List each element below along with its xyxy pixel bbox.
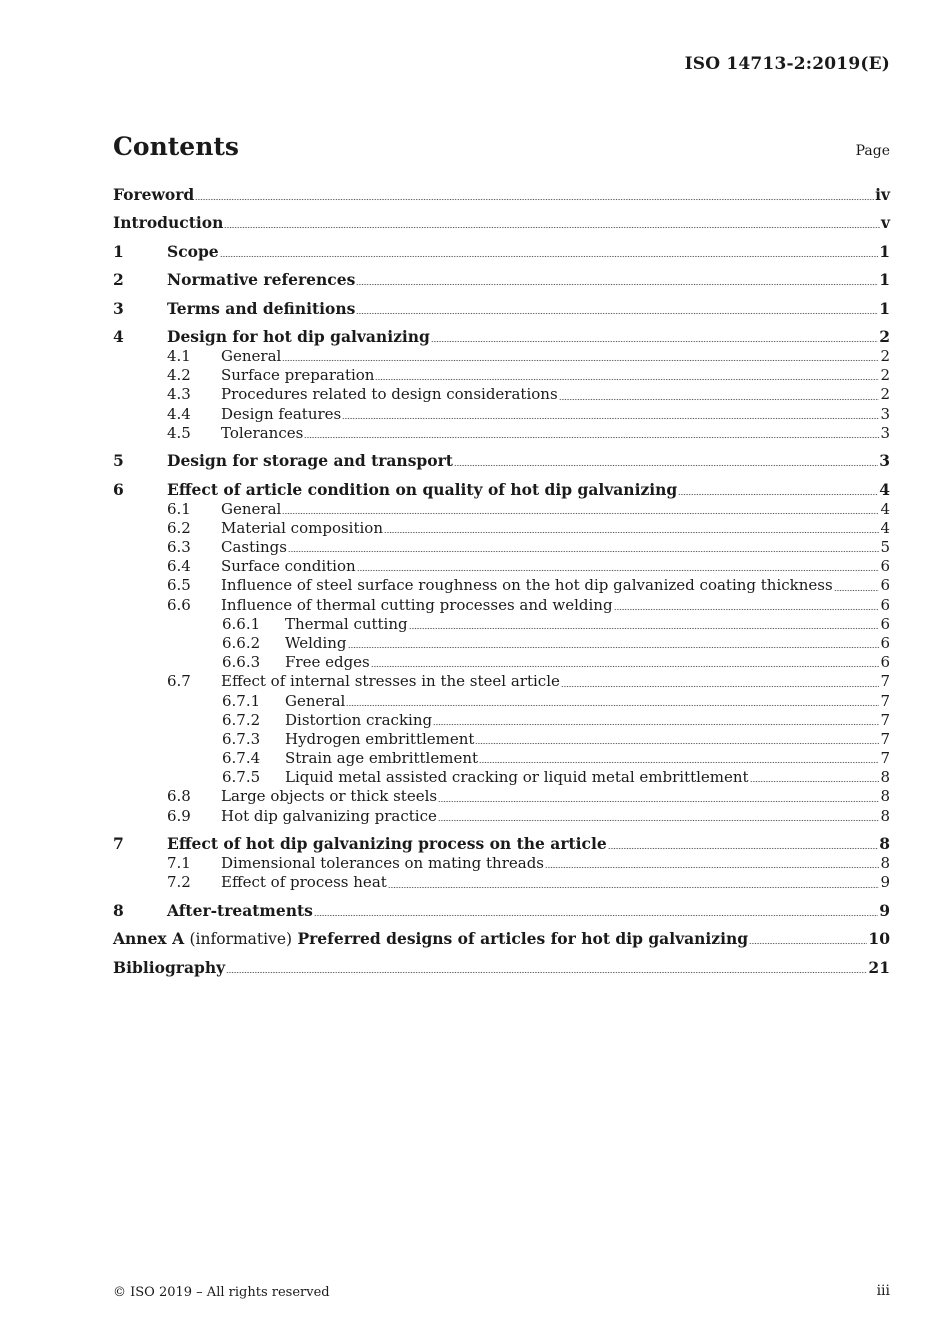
toc-dot-leader	[559, 385, 880, 404]
toc-entry-title	[221, 424, 303, 443]
toc-entry-title	[167, 450, 453, 471]
toc-entry-title-text: Annex A	[113, 929, 185, 949]
toc-dot-leader	[220, 241, 879, 262]
toc-entry[interactable]	[113, 928, 890, 949]
toc-entry-page: 9	[880, 873, 890, 892]
toc-entry-number: 3	[113, 298, 124, 318]
toc-entry-title-text: Effect of hot dip galvanizing process on the article	[167, 834, 607, 854]
toc-entry-title-text: Hot dip galvanizing practice	[221, 806, 437, 825]
toc-entry-title-text: Large objects or thick steels	[221, 787, 438, 806]
toc-entry-title-text: Strain age embrittlement	[285, 749, 479, 768]
toc-entry-title-text: Surface condition	[221, 557, 356, 576]
toc-entry-title-text: Castings	[221, 538, 287, 557]
toc-entry-number: 6.5	[167, 576, 191, 595]
toc-entry[interactable]	[113, 479, 890, 500]
toc-entry-page: 6	[880, 557, 890, 576]
toc-entry[interactable]	[113, 424, 890, 443]
toc-entry-number: 4.1	[167, 346, 191, 365]
toc-entry-title	[221, 787, 437, 806]
toc-entry-title	[221, 385, 558, 404]
toc-entry[interactable]	[113, 807, 890, 826]
toc-entry-title	[221, 366, 374, 385]
toc-entry-annex-note: (informative)	[189, 930, 293, 949]
toc-dot-leader	[545, 854, 879, 873]
toc-entry-number: 6.2	[167, 518, 191, 537]
toc-entry-title-text: Design for storage and transport	[167, 451, 453, 471]
toc-entry-title-text: General	[285, 691, 346, 710]
toc-entry[interactable]	[113, 873, 890, 892]
toc-entry-number: 6.7	[167, 672, 191, 691]
toc-dot-leader	[749, 928, 867, 949]
toc-entry[interactable]	[113, 538, 890, 557]
page-column-label: Page	[855, 143, 890, 159]
toc-entry-number: 6.3	[167, 538, 191, 557]
toc-entry-page: 3	[880, 423, 890, 442]
toc-entry-title-text: Liquid metal assisted cracking or liquid metal embrittlement	[285, 768, 749, 787]
toc-dot-leader	[357, 557, 880, 576]
toc-entry-page: iv	[875, 185, 890, 204]
toc-entry-number: 6.9	[167, 806, 191, 825]
toc-entry-title	[285, 692, 345, 711]
toc-entry-title	[221, 854, 544, 873]
toc-entry[interactable]	[113, 596, 890, 615]
toc-entry-page: 6	[880, 576, 890, 595]
toc-entry-number: 6.7.4	[222, 749, 261, 768]
toc-entry-annex-title: Preferred designs of articles for hot dip galvanizing	[297, 929, 749, 949]
toc-entry-number: 6.8	[167, 787, 191, 806]
toc-entry-number: 6.6.3	[222, 653, 261, 672]
toc-entry-title	[285, 749, 478, 768]
toc-entry[interactable]	[113, 500, 890, 519]
toc-dot-leader	[433, 711, 879, 730]
toc-dot-leader	[314, 900, 878, 921]
toc-entry-page: 8	[879, 834, 890, 854]
toc-entry-number: 6	[113, 479, 124, 499]
toc-entry[interactable]	[113, 900, 890, 921]
toc-entry-title	[285, 730, 474, 749]
toc-entry[interactable]	[113, 450, 890, 471]
toc-dot-leader	[356, 298, 878, 319]
toc-dot-leader	[342, 405, 879, 424]
toc-entry-number: 6.7.5	[222, 768, 261, 787]
toc-entry-page: 2	[880, 366, 890, 385]
toc-entry-page: 5	[880, 538, 890, 557]
toc-entry-number: 4.3	[167, 385, 191, 404]
toc-entry-number: 4.4	[167, 404, 191, 423]
toc-entry[interactable]	[113, 557, 890, 576]
toc-entry[interactable]	[113, 366, 890, 385]
toc-dot-leader	[608, 833, 878, 854]
toc-entry-title-text: Effect of process heat	[221, 873, 387, 892]
toc-dot-leader	[475, 730, 879, 749]
toc-entry-page: 10	[868, 929, 890, 949]
toc-entry[interactable]	[113, 298, 890, 319]
toc-entry-page: 7	[880, 729, 890, 748]
page-title: Contents	[113, 132, 240, 161]
toc-entry-title	[113, 928, 748, 950]
toc-entry-title-text: Introduction	[113, 213, 224, 233]
toc-dot-leader	[678, 479, 878, 500]
toc-entry-number: 6.7.3	[222, 729, 261, 748]
toc-entry[interactable]	[113, 212, 890, 233]
toc-entry[interactable]	[113, 405, 890, 424]
toc-entry[interactable]	[113, 634, 890, 653]
toc-entry[interactable]	[113, 787, 890, 806]
toc-entry-page: 6	[880, 653, 890, 672]
toc-dot-leader	[750, 768, 880, 787]
toc-entry-title	[285, 634, 347, 653]
toc-entry-page: 7	[880, 672, 890, 691]
toc-entry-title	[167, 900, 313, 921]
toc-entry-number: 4.5	[167, 423, 191, 442]
toc-entry[interactable]	[113, 730, 890, 749]
toc-entry[interactable]	[113, 347, 890, 366]
toc-entry-title	[221, 807, 437, 826]
toc-entry-title	[285, 653, 370, 672]
toc-entry-title	[285, 615, 408, 634]
toc-entry-number: 6.6.1	[222, 614, 261, 633]
toc-entry[interactable]	[113, 768, 890, 787]
toc-entry-title	[113, 957, 225, 978]
toc-entry-page: v	[880, 213, 890, 233]
toc-dot-leader	[614, 596, 880, 615]
toc-entry-page: 2	[880, 385, 890, 404]
toc-entry-title	[221, 500, 281, 519]
toc-entry[interactable]	[113, 241, 890, 262]
toc-entry-title	[113, 184, 194, 205]
toc-dot-leader	[454, 450, 878, 471]
toc-entry-title-text: Effect of internal stresses in the steel article	[221, 672, 560, 691]
toc-entry-page: 6	[880, 595, 890, 614]
toc-entry-title	[221, 873, 387, 892]
toc-entry[interactable]	[113, 385, 890, 404]
toc-entry-number: 7.2	[167, 873, 191, 892]
toc-dot-leader	[288, 538, 880, 557]
toc-entry-title-text: Design features	[221, 404, 342, 423]
toc-entry[interactable]	[113, 692, 890, 711]
toc-entry-title	[113, 212, 223, 233]
toc-entry-number: 6.7.2	[222, 710, 261, 729]
toc-dot-leader	[388, 873, 880, 892]
toc-entry-title	[221, 347, 281, 366]
toc-entry-title-text: Welding	[285, 633, 347, 652]
toc-entry-page: 7	[880, 710, 890, 729]
toc-entry-title	[167, 326, 430, 347]
toc-entry[interactable]	[113, 269, 890, 290]
toc-entry-title-text: After-treatments	[167, 901, 313, 921]
toc-entry-page: 4	[880, 518, 890, 537]
toc-entry-title	[221, 576, 833, 595]
toc-entry[interactable]	[113, 326, 890, 347]
toc-dot-leader	[226, 957, 867, 978]
toc-entry-number: 5	[113, 451, 124, 471]
toc-dot-leader	[438, 787, 879, 806]
toc-entry-number: 4.2	[167, 366, 191, 385]
toc-dot-leader	[195, 184, 874, 205]
toc-entry-title-text: Free edges	[285, 653, 370, 672]
toc-entry[interactable]	[113, 854, 890, 873]
toc-entry[interactable]	[113, 615, 890, 634]
toc-entry-title-text: Surface preparation	[221, 366, 375, 385]
toc-dot-leader	[371, 653, 880, 672]
toc-entry-page: 1	[879, 270, 890, 290]
toc-entry-page: 2	[880, 346, 890, 365]
toc-entry-title-text: Bibliography	[113, 957, 226, 977]
toc-entry-number: 1	[113, 241, 124, 261]
toc-dot-leader	[346, 692, 879, 711]
toc-entry-title	[221, 519, 383, 538]
toc-entry-title	[167, 833, 607, 854]
toc-entry-title-text: Normative references	[167, 270, 356, 290]
toc-entry-number: 4	[113, 326, 124, 346]
toc-dot-leader	[282, 347, 879, 366]
toc-entry-page: 6	[880, 633, 890, 652]
toc-entry[interactable]	[113, 957, 890, 978]
toc-entry-title	[221, 405, 341, 424]
toc-entry-number: 6.6	[167, 595, 191, 614]
toc-entry-page: 4	[880, 499, 890, 518]
toc-entry[interactable]	[113, 184, 890, 205]
toc-entry-title	[167, 269, 355, 290]
toc-entry-title-text: General	[221, 499, 282, 518]
toc-dot-leader	[431, 326, 878, 347]
toc-entry-number: 6.4	[167, 557, 191, 576]
toc-dot-leader	[282, 500, 879, 519]
toc-entry-page: 21	[868, 957, 890, 977]
toc-entry-title-text: Foreword	[113, 185, 195, 204]
toc-entry-title-text: Design for hot dip galvanizing	[167, 326, 430, 346]
toc-entry-page: 3	[880, 404, 890, 423]
toc-entry-title	[167, 241, 219, 262]
toc-entry-number: 7.1	[167, 854, 191, 873]
table-of-contents	[113, 184, 890, 978]
toc-dot-leader	[384, 519, 879, 538]
toc-entry-title-text: Influence of thermal cutting processes and welding	[221, 595, 613, 614]
toc-entry-page: 3	[879, 451, 890, 471]
footer-copyright: © ISO 2019 – All rights reserved	[113, 1285, 330, 1300]
toc-entry-title	[221, 538, 287, 557]
toc-entry-title-text: Effect of article condition on quality of hot dip galvanizing	[167, 479, 678, 499]
toc-entry[interactable]	[113, 519, 890, 538]
toc-entry-page: 7	[880, 749, 890, 768]
toc-entry-page: 8	[880, 806, 890, 825]
toc-entry-title-text: Scope	[167, 241, 219, 261]
document-id: ISO 14713-2:2019(E)	[684, 54, 890, 74]
toc-dot-leader	[224, 212, 880, 233]
toc-dot-leader	[479, 749, 879, 768]
toc-dot-leader	[304, 424, 879, 443]
toc-dot-leader	[834, 576, 880, 595]
toc-entry-title	[167, 298, 355, 319]
toc-entry-page: 7	[880, 691, 890, 710]
toc-dot-leader	[356, 269, 878, 290]
toc-entry-number: 8	[113, 901, 124, 921]
toc-entry-page: 8	[880, 787, 890, 806]
toc-entry-title-text: Distortion cracking	[285, 710, 433, 729]
toc-entry-page: 9	[879, 901, 890, 921]
toc-entry-title	[285, 768, 749, 787]
toc-entry-page: 2	[879, 326, 890, 346]
toc-entry[interactable]	[113, 672, 890, 691]
toc-entry-title-text: General	[221, 346, 282, 365]
toc-dot-leader	[561, 672, 880, 691]
toc-dot-leader	[348, 634, 880, 653]
toc-entry-number: 7	[113, 834, 124, 854]
toc-entry[interactable]	[113, 711, 890, 730]
toc-entry-title	[167, 479, 677, 500]
toc-entry-title	[221, 557, 356, 576]
toc-entry[interactable]	[113, 749, 890, 768]
toc-entry[interactable]	[113, 576, 890, 595]
toc-entry-page: 8	[880, 854, 890, 873]
toc-entry-title-text: Thermal cutting	[285, 614, 408, 633]
footer-page-number: iii	[876, 1283, 890, 1299]
toc-entry-number: 2	[113, 270, 124, 290]
toc-entry-title-text: Tolerances	[221, 423, 304, 442]
toc-dot-leader	[438, 807, 880, 826]
toc-entry-title	[221, 672, 560, 691]
toc-entry-title-text: Procedures related to design considerations	[221, 385, 558, 404]
toc-entry-page: 8	[880, 768, 890, 787]
toc-entry-number: 6.1	[167, 499, 191, 518]
toc-entry-title-text: Terms and definitions	[167, 298, 356, 318]
toc-dot-leader	[375, 366, 879, 385]
toc-entry-page: 6	[880, 614, 890, 633]
toc-entry-number: 6.7.1	[222, 691, 261, 710]
toc-entry-number: 6.6.2	[222, 633, 261, 652]
toc-entry[interactable]	[113, 653, 890, 672]
toc-entry-title-text: Influence of steel surface roughness on the hot dip galvanized coating thickness	[221, 576, 833, 595]
toc-dot-leader	[409, 615, 880, 634]
toc-entry-page: 1	[879, 298, 890, 318]
toc-entry-page: 4	[879, 479, 890, 499]
toc-entry-title-text: Material composition	[221, 518, 383, 537]
toc-entry-title	[221, 596, 613, 615]
toc-entry-title-text: Dimensional tolerances on mating threads	[221, 854, 544, 873]
toc-entry[interactable]	[113, 833, 890, 854]
toc-entry-title-text: Hydrogen embrittlement	[285, 729, 475, 748]
toc-entry-page: 1	[879, 241, 890, 261]
toc-entry-title	[285, 711, 432, 730]
